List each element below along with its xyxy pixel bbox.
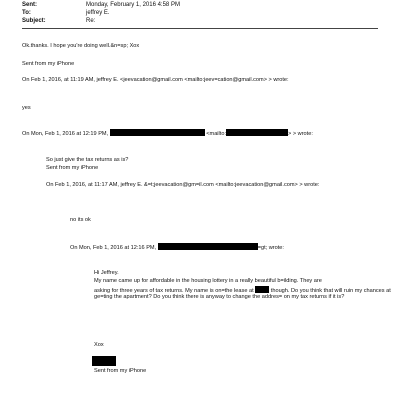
quoted-text: Hi Jeffrey. xyxy=(94,270,119,276)
sent-label: Sent: xyxy=(22,2,37,8)
subject-label: Subject: xyxy=(22,18,46,24)
signature: Sent from my iPhone xyxy=(22,61,75,67)
mailto-prefix: <mailto: xyxy=(206,131,227,137)
reply-text: Ok.thanks. I hope you're doing well.&n=sp; Xox xyxy=(22,43,140,49)
quote-header-prefix: On Mon, Feb 1, 2016 at 12:16 PM, xyxy=(70,245,157,251)
quote-header: On Feb 1, 2016, at 11:19 AM, jeffrey E. <jeevacation@gmail.com <mailto:jeev=cation@gmail.com> > wrote: xyxy=(22,77,289,83)
redaction-box xyxy=(226,129,288,136)
quoted-text: ge=ting the apartment? Do you think there is anyway to change the addres= on my tax returns if it is? xyxy=(94,294,345,300)
redaction-box xyxy=(158,243,258,250)
redaction-box xyxy=(110,129,205,136)
header-divider xyxy=(22,28,378,29)
redaction-box xyxy=(92,356,116,366)
quote-header-prefix: On Mon, Feb 1, 2016 at 12:19 PM, xyxy=(22,131,109,137)
reply-text: yes xyxy=(22,105,31,111)
quoted-text: no its ok xyxy=(70,217,91,223)
quote-header xyxy=(22,129,313,138)
quote-header xyxy=(70,243,284,252)
quoted-text-part: though. Do you think that will ruin my chances at xyxy=(270,288,391,294)
quoted-text-part: asking for three years of tax returns. My name is on=the lease at xyxy=(94,288,254,294)
sent-value: Monday, February 1, 2016 4:58 PM xyxy=(86,2,180,8)
closing: Xox xyxy=(94,342,104,348)
signature: Sent from my iPhone xyxy=(46,165,99,171)
quote-header: On Feb 1, 2016, at 11:17 AM, jeffrey E. &=t;jeevacation@gm=il.com <mailto:jeevacation@gmail.com> > wrote: xyxy=(46,182,320,188)
to-label: To: xyxy=(22,10,31,16)
redaction-box xyxy=(255,286,269,293)
quote-header-suffix: =gt; wrote: xyxy=(257,245,284,251)
signature: Sent from my iPhone xyxy=(94,368,147,374)
quoted-text: So just give the tax returns as is? xyxy=(46,157,129,163)
to-value: jeffrey E. xyxy=(86,10,110,16)
quote-header-suffix: > > wrote: xyxy=(288,131,313,137)
subject-value: Re: xyxy=(86,18,96,24)
quoted-text: My name came up for affordable in the housing lottery in a really beautiful b=ilding. They are xyxy=(94,278,322,284)
